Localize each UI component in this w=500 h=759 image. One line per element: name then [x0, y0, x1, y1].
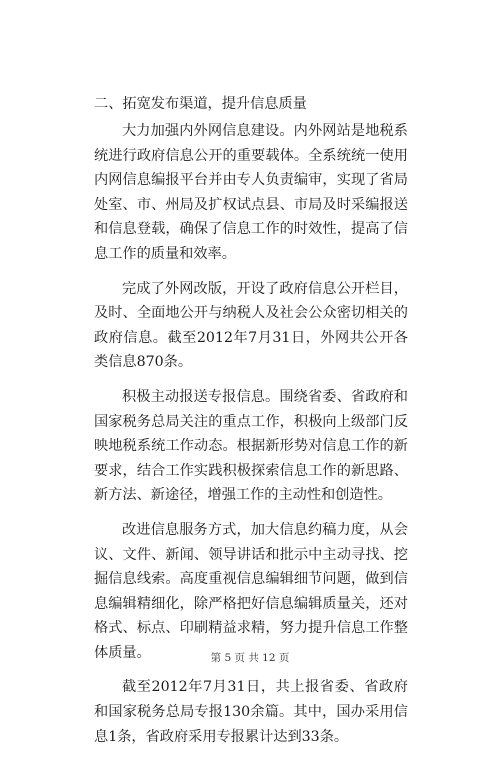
paragraph-report-statistics: 截至2012年7月31日，共上报省委、省政府和国家税务总局专报130余篇。其中，国办采用信息1条，省政府采用专报累计达到33条。	[94, 679, 408, 745]
paragraph-external-site-revision: 完成了外网改版，开设了政府信息公开栏目，及时、全面地公开与纳税人及社会公众密切相关的政府信息。截至2012年7月31日，外网共公开各类信息870条。	[94, 280, 408, 371]
page-number-footer: 第 5 页 共 12 页	[210, 652, 290, 664]
paragraph-special-reports: 积极主动报送专报信息。围绕省委、省政府和国家税务总局关注的重点工作，积极向上级部门反映地税系统工作动态。根据新形势对信息工作的新要求，结合工作实践积极探索信息工作的新思路、新方法、新途径，增强工作的主动性和创造性。	[94, 388, 408, 504]
paragraph-service-improvement: 改进信息服务方式，加大信息约稿力度，从会议、文件、新闻、领导讲话和批示中主动寻找、挖掘信息线索。高度重视信息编辑细节问题，做到信息编辑精细化，除严格把好信息编辑质量关，还对格式、标点、印刷精益求精，努力提升信息工作整体质量。	[94, 521, 408, 661]
paragraph-network-construction: 大力加强内外网信息建设。内外网站是地税系统进行政府信息公开的重要载体。全系统统一使用内网信息编报平台并由专人负责编审，实现了省局处室、市、州局及扩权试点县、市局及时采编报送和信息登载，确保了信息工作的时效性，提高了信息工作的质量和效率。	[94, 123, 408, 262]
section-heading: 二、拓宽发布渠道，提升信息质量	[94, 96, 307, 112]
